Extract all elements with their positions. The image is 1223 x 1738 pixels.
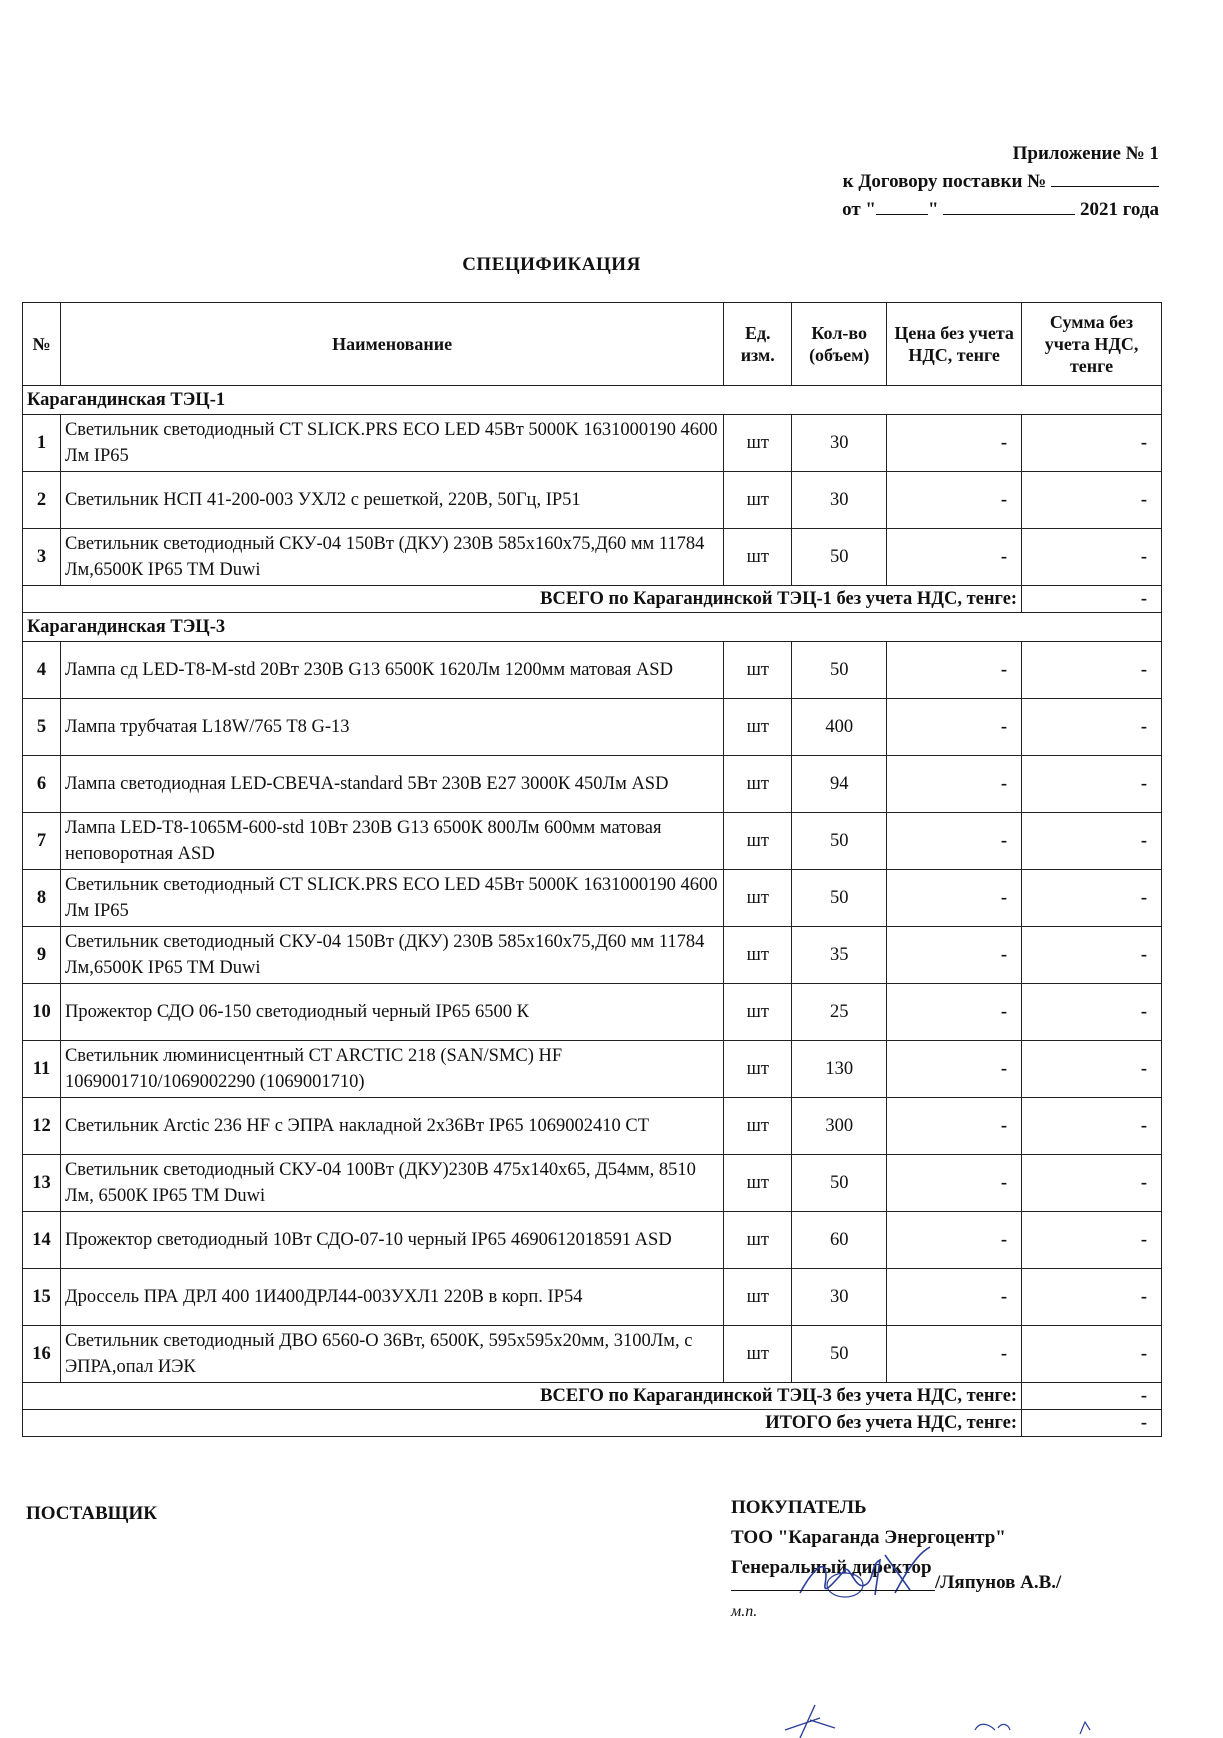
- table-header-row: [23, 303, 1162, 386]
- item-unit: шт: [724, 699, 792, 756]
- item-quantity: 300: [792, 1098, 887, 1155]
- item-quantity: 94: [792, 756, 887, 813]
- item-name: Светильник НСП 41-200-003 УХЛ2 с решеткой, 220В, 50Гц, IP51: [60, 472, 723, 529]
- item-price: -: [887, 984, 1022, 1041]
- item-sum: -: [1022, 870, 1162, 927]
- table-row: [23, 472, 1162, 529]
- row-number: 13: [23, 1155, 61, 1212]
- item-name: Лампа трубчатая L18W/765 T8 G-13: [60, 699, 723, 756]
- item-sum: -: [1022, 1212, 1162, 1269]
- specification-table: [22, 302, 1162, 1437]
- item-price: -: [887, 870, 1022, 927]
- initials-scribble: [780, 1700, 1110, 1738]
- row-number: 10: [23, 984, 61, 1041]
- item-sum: -: [1022, 415, 1162, 472]
- table-row: [23, 756, 1162, 813]
- item-name: Светильник светодиодный СКУ-04 150Вт (ДКУ) 230В 585x160x75,Д60 мм 11784 Лм,6500К IP65 TM Duwi: [60, 529, 723, 586]
- item-unit: шт: [724, 984, 792, 1041]
- row-number: 2: [23, 472, 61, 529]
- month-blank: [943, 198, 1075, 215]
- item-name: Лампа светодиодная LED-СВЕЧА-standard 5Вт 230В E27 3000К 450Лм ASD: [60, 756, 723, 813]
- annex-block: [842, 140, 1159, 224]
- item-quantity: 50: [792, 813, 887, 870]
- signature-line: [731, 1590, 935, 1591]
- item-quantity: 50: [792, 1326, 887, 1383]
- annex-date-line: от " " 2021 года: [842, 199, 1159, 220]
- item-name: Лампа LED-T8-1065M-600-std 10Вт 230В G13 6500К 800Лм 600мм матовая неповоротная ASD: [60, 813, 723, 870]
- contract-number-blank: [1051, 170, 1159, 187]
- item-unit: шт: [724, 1041, 792, 1098]
- table-row: [23, 1155, 1162, 1212]
- row-number: 3: [23, 529, 61, 586]
- item-sum: -: [1022, 927, 1162, 984]
- item-quantity: 50: [792, 529, 887, 586]
- item-price: -: [887, 415, 1022, 472]
- group-total-label: ВСЕГО по Карагандинской ТЭЦ-3 без учета НДС, тенге:: [23, 1383, 1022, 1410]
- table-row: [23, 870, 1162, 927]
- table-row: [23, 642, 1162, 699]
- item-sum: -: [1022, 1041, 1162, 1098]
- grand-total-value: -: [1022, 1410, 1162, 1437]
- item-price: -: [887, 927, 1022, 984]
- row-number: 1: [23, 415, 61, 472]
- annex-contract-line: к Договору поставки №: [842, 168, 1159, 196]
- item-price: -: [887, 699, 1022, 756]
- row-number: 4: [23, 642, 61, 699]
- row-number: 7: [23, 813, 61, 870]
- item-sum: -: [1022, 813, 1162, 870]
- header-name: Наименование: [60, 303, 723, 386]
- item-sum: -: [1022, 472, 1162, 529]
- header-unit: Ед. изм.: [724, 303, 792, 386]
- item-quantity: 60: [792, 1212, 887, 1269]
- table-row: [23, 984, 1162, 1041]
- item-sum: -: [1022, 529, 1162, 586]
- item-name: Светильник светодиодный СКУ-04 150Вт (ДКУ) 230В 585x160x75,Д60 мм 11784 Лм,6500К IP65 TM Duwi: [60, 927, 723, 984]
- row-number: 12: [23, 1098, 61, 1155]
- item-quantity: 25: [792, 984, 887, 1041]
- annex-title: Приложение № 1: [1012, 143, 1159, 164]
- item-unit: шт: [724, 642, 792, 699]
- item-quantity: 30: [792, 415, 887, 472]
- item-sum: -: [1022, 984, 1162, 1041]
- group-total-label: ВСЕГО по Карагандинской ТЭЦ-1 без учета НДС, тенге:: [23, 586, 1022, 613]
- item-sum: -: [1022, 699, 1162, 756]
- item-unit: шт: [724, 756, 792, 813]
- item-unit: шт: [724, 927, 792, 984]
- item-price: -: [887, 1041, 1022, 1098]
- item-quantity: 130: [792, 1041, 887, 1098]
- item-sum: -: [1022, 1155, 1162, 1212]
- table-row: [23, 1041, 1162, 1098]
- item-unit: шт: [724, 1155, 792, 1212]
- item-unit: шт: [724, 1326, 792, 1383]
- item-price: -: [887, 642, 1022, 699]
- item-price: -: [887, 529, 1022, 586]
- item-unit: шт: [724, 1098, 792, 1155]
- row-number: 8: [23, 870, 61, 927]
- table-row: [23, 1326, 1162, 1383]
- item-quantity: 30: [792, 1269, 887, 1326]
- group-total-row: [23, 1383, 1162, 1410]
- row-number: 11: [23, 1041, 61, 1098]
- item-quantity: 50: [792, 642, 887, 699]
- item-unit: шт: [724, 472, 792, 529]
- header-price: Цена без учета НДС, тенге: [887, 303, 1022, 386]
- row-number: 16: [23, 1326, 61, 1383]
- stamp-place-label: м.п.: [731, 1603, 758, 1620]
- item-unit: шт: [724, 813, 792, 870]
- buyer-position: Генеральный директор: [731, 1557, 932, 1578]
- item-price: -: [887, 472, 1022, 529]
- item-unit: шт: [724, 415, 792, 472]
- item-price: -: [887, 813, 1022, 870]
- item-unit: шт: [724, 1269, 792, 1326]
- item-name: Светильник люминисцентный CT ARCTIC 218 (SAN/SMC) HF 1069001710/1069002290 (1069001710): [60, 1041, 723, 1098]
- row-number: 6: [23, 756, 61, 813]
- signer-name: /Ляпунов А.В./: [935, 1572, 1062, 1593]
- item-name: Светильник Arctic 236 HF с ЭПРА накладной 2х36Вт IP65 1069002410 CT: [60, 1098, 723, 1155]
- day-blank: [876, 198, 928, 215]
- item-unit: шт: [724, 1212, 792, 1269]
- item-unit: шт: [724, 870, 792, 927]
- item-price: -: [887, 1269, 1022, 1326]
- item-name: Светильник светодиодный CT SLICK.PRS ECO LED 45Вт 5000K 1631000190 4600 Лм IP65: [60, 415, 723, 472]
- supplier-label: ПОСТАВЩИК: [26, 1503, 158, 1524]
- grand-total-row: [23, 1410, 1162, 1437]
- item-name: Прожектор СДО 06-150 светодиодный черный IP65 6500 К: [60, 984, 723, 1041]
- table-row: [23, 415, 1162, 472]
- row-number: 5: [23, 699, 61, 756]
- item-price: -: [887, 1212, 1022, 1269]
- item-quantity: 50: [792, 870, 887, 927]
- table-row: [23, 1269, 1162, 1326]
- table-row: [23, 813, 1162, 870]
- table-row: [23, 927, 1162, 984]
- row-number: 14: [23, 1212, 61, 1269]
- item-sum: -: [1022, 1098, 1162, 1155]
- header-num: №: [23, 303, 61, 386]
- row-number: 15: [23, 1269, 61, 1326]
- item-sum: -: [1022, 1326, 1162, 1383]
- table-row: [23, 529, 1162, 586]
- header-sum: Сумма без учета НДС, тенге: [1022, 303, 1162, 386]
- document-title: СПЕЦИФИКАЦИЯ: [462, 254, 641, 275]
- item-name: Дроссель ПРА ДРЛ 400 1И400ДРЛ44-003УХЛ1 220В в корп. IP54: [60, 1269, 723, 1326]
- row-number: 9: [23, 927, 61, 984]
- table-row: [23, 1212, 1162, 1269]
- table-row: [23, 699, 1162, 756]
- item-name: Прожектор светодиодный 10Вт СДО-07-10 черный IP65 4690612018591 ASD: [60, 1212, 723, 1269]
- item-quantity: 35: [792, 927, 887, 984]
- item-name: Светильник светодиодный ДВО 6560-О 36Вт, 6500К, 595х595х20мм, 3100Лм, с ЭПРА,опал ИЭК: [60, 1326, 723, 1383]
- item-name: Светильник светодиодный CT SLICK.PRS ECO LED 45Вт 5000K 1631000190 4600 Лм IP65: [60, 870, 723, 927]
- item-price: -: [887, 1326, 1022, 1383]
- header-qty: Кол-во (объем): [792, 303, 887, 386]
- item-price: -: [887, 1098, 1022, 1155]
- item-unit: шт: [724, 529, 792, 586]
- buyer-label: ПОКУПАТЕЛЬ: [731, 1497, 867, 1518]
- group-title: Карагандинская ТЭЦ-1: [23, 386, 1162, 415]
- buyer-company: ТОО "Караганда Энергоцентр": [731, 1527, 1006, 1548]
- table-row: [23, 1098, 1162, 1155]
- item-name: Светильник светодиодный СКУ-04 100Вт (ДКУ)230В 475x140x65, Д54мм, 8510 Лм, 6500К IP65 TM Duwi: [60, 1155, 723, 1212]
- group-total-value: -: [1022, 586, 1162, 613]
- item-price: -: [887, 756, 1022, 813]
- item-name: Лампа сд LED-T8-M-std 20Вт 230В G13 6500К 1620Лм 1200мм матовая ASD: [60, 642, 723, 699]
- group-total-row: [23, 586, 1162, 613]
- item-quantity: 30: [792, 472, 887, 529]
- item-sum: -: [1022, 756, 1162, 813]
- group-title: Карагандинская ТЭЦ-3: [23, 613, 1162, 642]
- item-quantity: 400: [792, 699, 887, 756]
- group-row: [23, 386, 1162, 415]
- item-quantity: 50: [792, 1155, 887, 1212]
- item-sum: -: [1022, 1269, 1162, 1326]
- group-total-value: -: [1022, 1383, 1162, 1410]
- group-row: [23, 613, 1162, 642]
- handwritten-signature: [785, 1545, 935, 1607]
- item-sum: -: [1022, 642, 1162, 699]
- grand-total-label: ИТОГО без учета НДС, тенге:: [23, 1410, 1022, 1437]
- item-price: -: [887, 1155, 1022, 1212]
